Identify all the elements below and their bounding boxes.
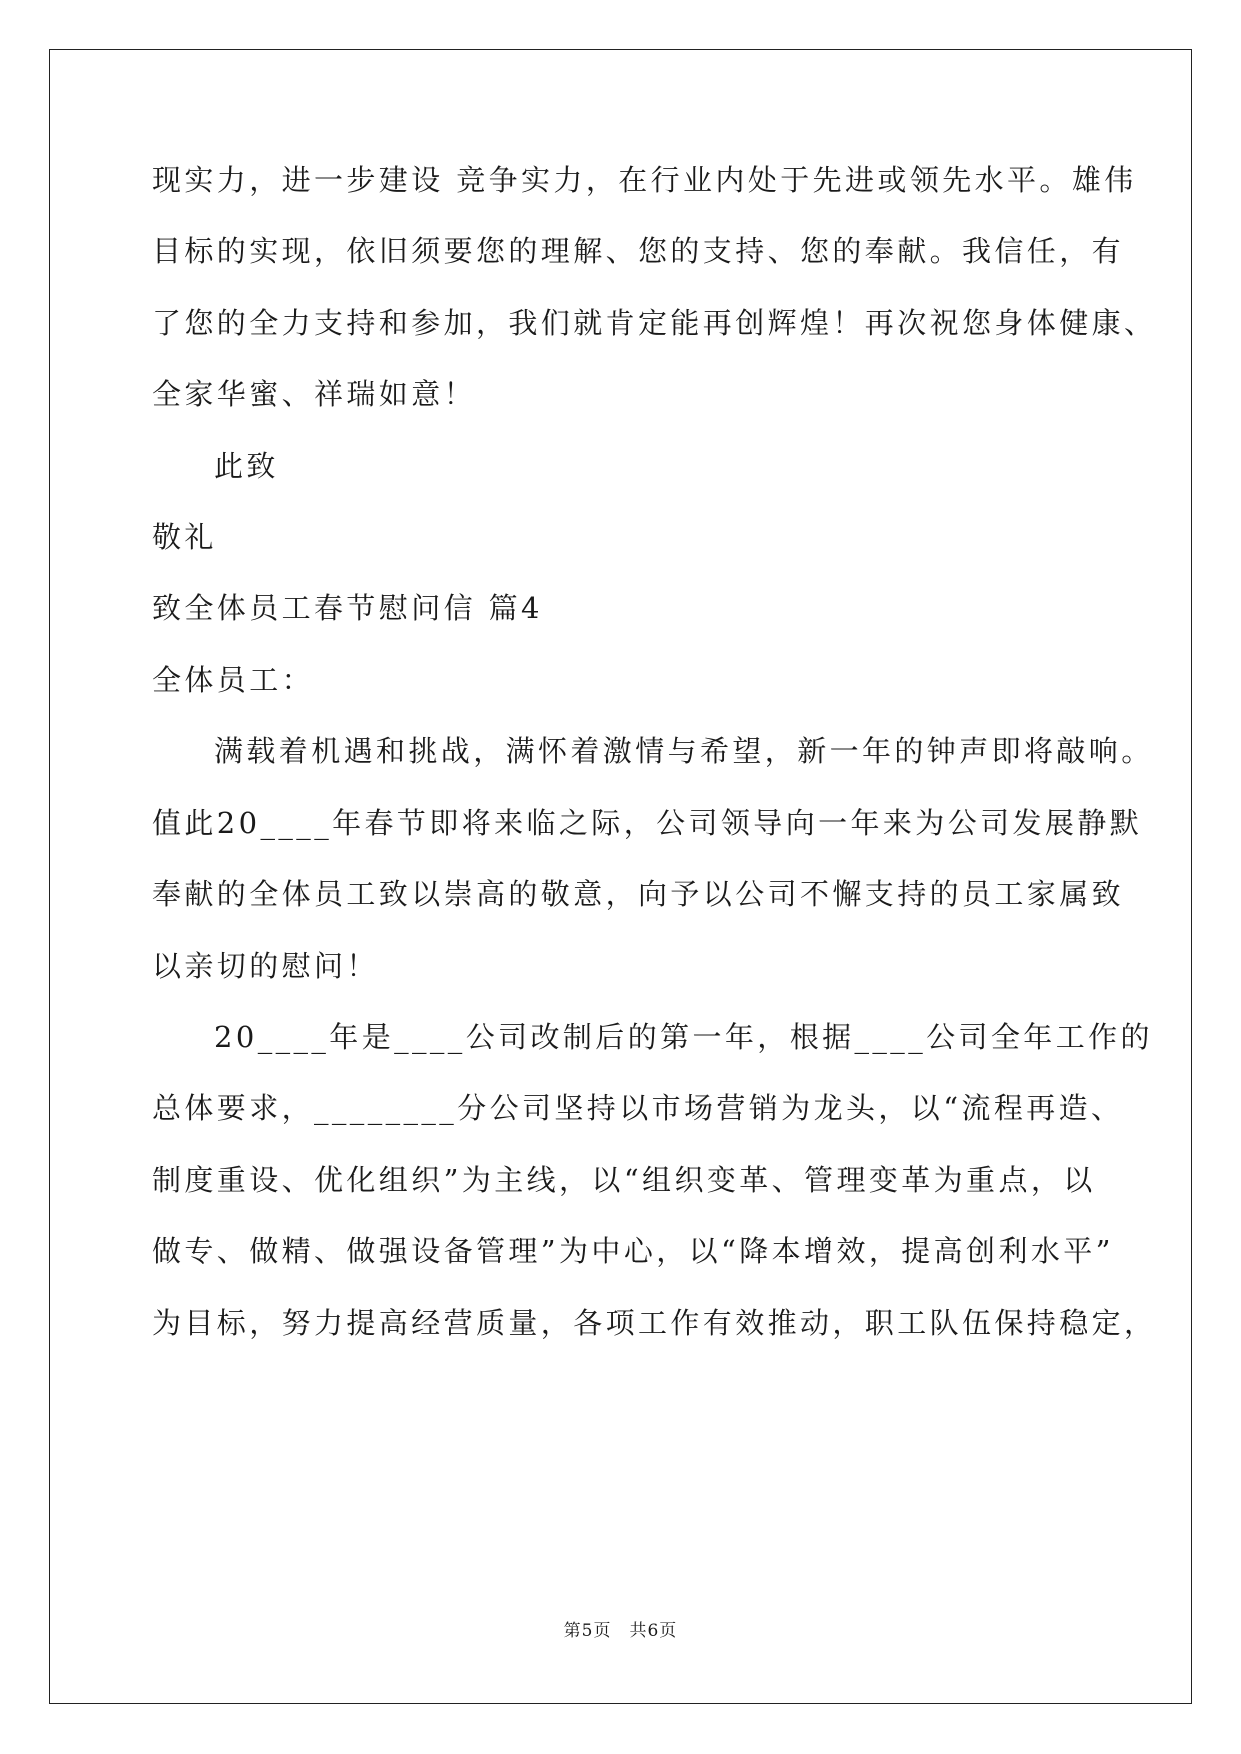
page-number: 第5页 共6页 bbox=[563, 1621, 678, 1641]
text-line: 制度重设、优化组织”为主线，以“组织变革、管理变革为重点，以 bbox=[152, 1163, 1096, 1197]
text-line: 总体要求，________分公司坚持以市场营销为龙头，以“流程再造、 bbox=[152, 1091, 1124, 1125]
text-line: 为目标，努力提高经营质量，各项工作有效推动，职工队伍保持稳定， bbox=[152, 1306, 1157, 1340]
text-line: 目标的实现，依旧须要您的理解、您的支持、您的奉献。我信任，有 bbox=[152, 234, 1125, 268]
paragraph-start: 20____年是____公司改制后的第一年，根据____公司全年工作的 bbox=[214, 1020, 1153, 1054]
text-line: 奉献的全体员工致以崇高的敬意，向予以公司不懈支持的员工家属致 bbox=[152, 877, 1125, 911]
text-line: 值此20____年春节即将来临之际，公司领导向一年来为公司发展静默 bbox=[152, 806, 1143, 840]
section-heading: 致全体员工春节慰问信 篇4 bbox=[152, 591, 543, 625]
paragraph-start: 满载着机遇和挑战，满怀着激情与希望，新一年的钟声即将敲响。 bbox=[214, 734, 1154, 768]
text-line: 了您的全力支持和参加，我们就肯定能再创辉煌！再次祝您身体健康、 bbox=[152, 306, 1157, 340]
text-line: 做专、做精、做强设备管理”为中心，以“降本增效，提高创利水平” bbox=[152, 1234, 1114, 1268]
text-line: 全家华蜜、祥瑞如意！ bbox=[152, 377, 477, 411]
text-line: 以亲切的慰问！ bbox=[152, 949, 379, 983]
closing-salutation: 此致 bbox=[214, 449, 279, 483]
closing-regards: 敬礼 bbox=[152, 520, 217, 554]
greeting-line: 全体员工： bbox=[152, 663, 315, 697]
text-line: 现实力，进一步建设 竞争实力，在行业内处于先进或领先水平。雄伟 bbox=[152, 163, 1137, 197]
